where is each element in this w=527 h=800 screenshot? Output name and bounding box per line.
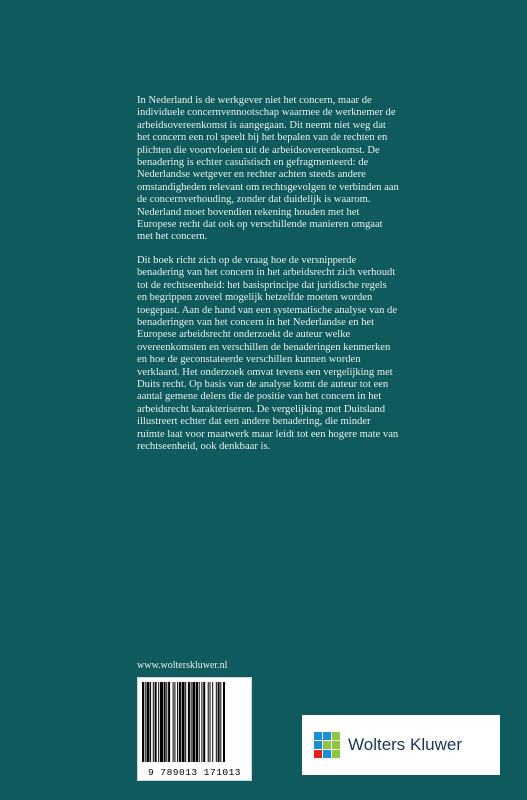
blurb-paragraph-2: Dit boek richt zich op de vraag hoe de versnipperde benadering van het concern in het arbeidsrecht zich verhoudt tot de rechtseenheid: het basisprincipe dat juridische regels en begrippen zoveel mogelijk hetzelfde moeten worden toegepast. Aan de hand van een systematische analyse van de benaderingen van het concern in het Nederlandse en het Europese arbeidsrecht onderzoekt de auteur welke overeenkomsten en verschillen de benaderingen kenmerken en hoe de geconstateerde verschillen kunnen worden verklaard. Het onderzoek omvat tevens een vergelijking met Duits recht. Op basis van de analyse komt de auteur tot een aantal gemene delers die de positie van het concern in het arbeidsrecht karakteriseren. De vergelijking met Duitsland illustreert echter dat een andere benadering, die minder ruimte laat voor maatwerk maar leidt tot een hogere mate van rechtseenheid, ook denkbaar is. xyxy=(137,255,399,453)
publisher-logo xyxy=(302,715,500,775)
barcode-icon xyxy=(142,682,247,762)
isbn-barcode xyxy=(137,677,252,781)
blurb-paragraph-1: In Nederland is de werkgever niet het concern, maar de individuele concernvennootschap waarmee de werknemer de arbeidsovereenkomst is aangegaan. Dit neemt niet weg dat het concern een rol speelt bij het bepalen van de rechten en plichten die voortvloeien uit de arbeidsovereenkomst. De benadering is echter casuïstisch en gefragmenteerd: de Nederlandse wetgever en rechter achten steeds andere omstandigheden relevant om rechtsgevolgen te verbinden aan de concernverhouding, zonder dat duidelijk is waarom. Nederland moet bovendien rekening houden met het Europese recht dat ook op verschillende manieren omgaat met het concern. xyxy=(137,95,399,243)
publisher-name: Wolters Kluwer xyxy=(348,735,462,754)
isbn-digits: 9 789013 171013 xyxy=(147,767,241,778)
publisher-website: www.wolterskluwer.nl xyxy=(137,660,228,671)
wolters-kluwer-logo-icon xyxy=(314,732,340,758)
